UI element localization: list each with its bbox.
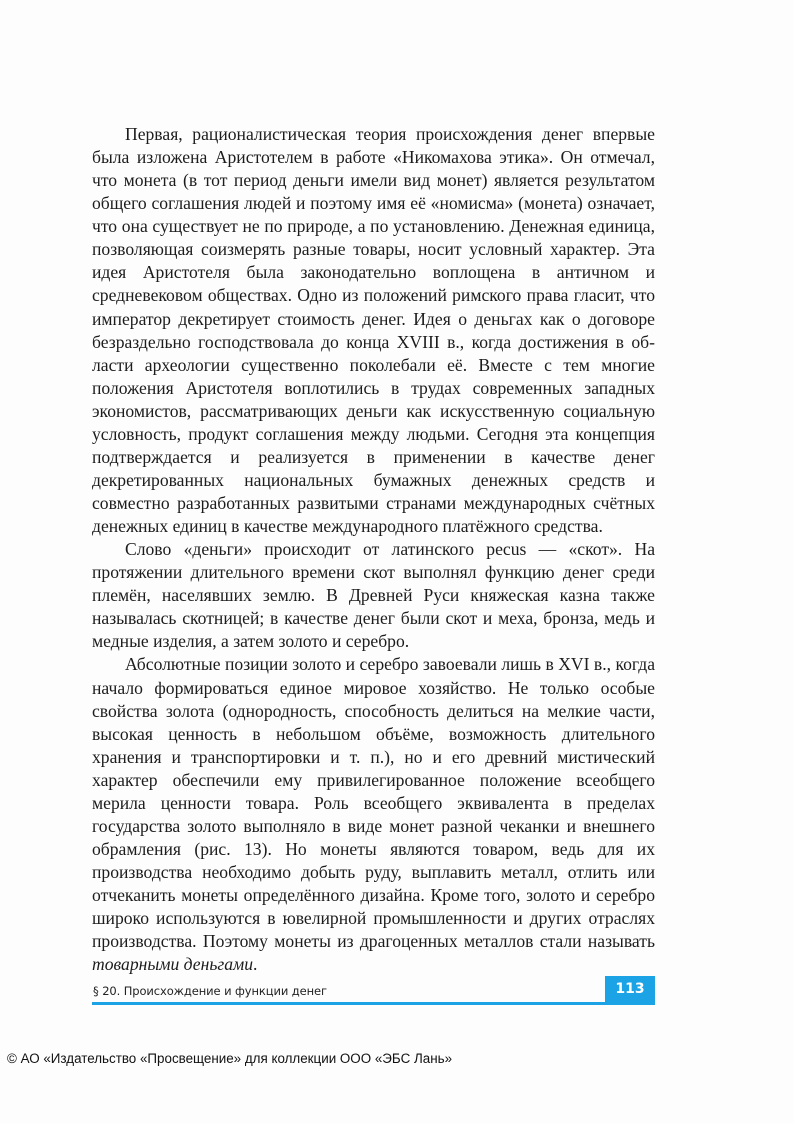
page-footer [92,976,655,1004]
emphasis-term: товарными деньгами [92,954,254,975]
final-punctuation: . [253,954,258,975]
paragraph-3-text: Абсолютные позиции золото и серебро завоевали лишь в XVI в., когда начало формироваться единое мировое хозяйство. Не только особые свойства золота (однородность, способность делиться на мелкие части, высокая ценность в небольшом объёме, возможность длительного хранения и транспортировки и т. п.), но и его древний мистический характер обеспечили ему привилегированное положение всеобщего мерила ценности товара. Роль всеобщего эквивалента в пределах государства золото выполняло в виде монет разной чеканки и внешнего обрамления (рис. 13). Но монеты являются товаром, ведь для их производства необходимо добыть руду, выплавить металл, отлить или отчеканить монеты определённого дизайна. Кроме того, золото и серебро широко используются в ювелирной промышленности и других отраслях производства. Поэтому монеты из драгоценных металлов стали называть [92,654,655,952]
footer-rule [92,1002,655,1005]
main-text [92,123,655,976]
paragraph-1: Первая, рационалистическая теория происхождения денег впервые была изложена Аристотелем в работе «Никомахова этика». Он отмечал, что монета (в тот период деньги имели вид монет) является результатом общего соглашения людей и поэтому имя её «номисма» (монета) означает, что она существует не по природе, а по установлению. Денежная единица, позволяющая соизмерять разные товары, носит условный характер. Эта идея Аристотеля была законодательно воплощена в античном и средневековом обществах. Одно из положений римского права гласит, что император декретирует стоимость денег. Идея о деньгах как о договоре безраздельно господствовала до конца XVIII в., когда достижения в области археологии существенно поколебали её. Вместе с тем многие положения Аристотеля воплотились в трудах современных западных экономистов, рассматривающих деньги как искусственную социальную условность, продукт соглашения между людьми. Сегодня эта концепция подтверждается и реализуется в применении в качестве денег декретированных национальных бумажных денежных средств и совместно разработанных развитыми странами международных счётных денежных единиц в качестве международного платёжного средства. [92,124,655,537]
page-number-badge: 113 [605,976,655,1003]
paragraph-3 [92,653,655,976]
running-footer-title: § 20. Происхождение и функции денег [93,984,327,998]
copyright-notice: © АО «Издательство «Просвещение» для коллекции ООО «ЭБС Лань» [7,1051,453,1066]
paragraph-2: Слово «деньги» происходит от латинского pecus — «скот». На протяжении длительного времени скот выполнял функцию денег среди племён, населявших землю. В Древней Руси княжеская казна также называлась скотницей; в качестве денег были скот и меха, бронза, медь и медные изделия, а затем золото и серебро. [92,539,655,652]
